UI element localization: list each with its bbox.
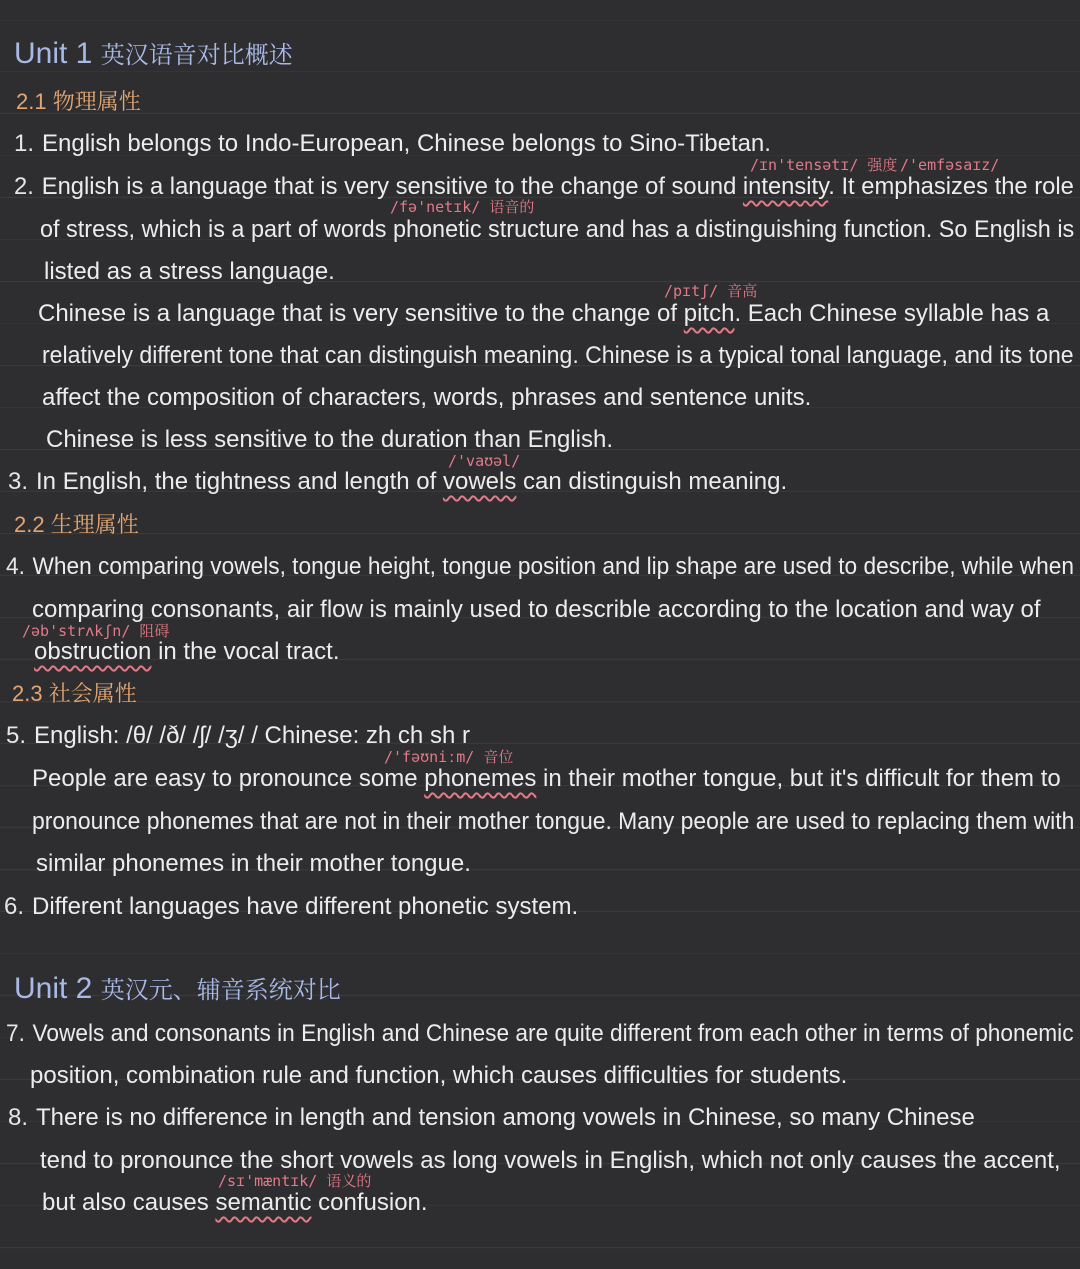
note-text: English: /θ/ /ð/ /ʃ/ /ʒ/ / Chinese: zh ch sh r bbox=[34, 722, 470, 749]
note-8b: tend to pronounce the short vowels as long vowels in English, which not only causes the accent, bbox=[40, 1147, 1061, 1174]
note-text: In English, the tightness and length of bbox=[36, 468, 443, 495]
section-2-1-heading: 2.1 物理属性 bbox=[16, 89, 141, 114]
item-number: 3. bbox=[8, 468, 29, 495]
note-text: in their mother tongue, but it's difficult for them to bbox=[536, 765, 1061, 792]
note-7b: position, combination rule and function, which causes difficulties for students. bbox=[30, 1062, 848, 1089]
note-text: When comparing vowels, tongue height, tongue position and lip shape are used to describe, while when bbox=[32, 553, 1075, 580]
note-4c bbox=[34, 638, 340, 666]
note-2b bbox=[40, 216, 1074, 244]
item-number: 1. bbox=[14, 130, 35, 157]
annotation-phonetic: /fə'netɪk/ 语音的 bbox=[390, 198, 535, 216]
note-6 bbox=[4, 893, 578, 921]
note-5a bbox=[6, 722, 470, 750]
vocab-obstruction: obstruction bbox=[34, 638, 152, 665]
note-4b: comparing consonants, air flow is mainly used to describle according to the location and way of bbox=[32, 596, 1041, 623]
annotation-emphasize: /'emfəsaɪz/ bbox=[900, 156, 1000, 174]
vocab-vowels: vowels bbox=[442, 468, 517, 495]
note-1 bbox=[14, 130, 771, 158]
vocab-intensity: intensity bbox=[742, 173, 829, 200]
vocab-semantic: semantic bbox=[215, 1189, 312, 1216]
section-2-2-heading: 2.2 生理属性 bbox=[14, 512, 139, 537]
note-text: can distinguish meaning. bbox=[516, 468, 788, 495]
note-text: of stress, which is a part of words bbox=[40, 216, 393, 243]
note-text: confusion. bbox=[311, 1189, 428, 1216]
note-text: There is no difference in length and tension among vowels in Chinese, so many Chinese bbox=[36, 1104, 975, 1131]
note-text: Chinese is a language that is very sensitive to the change of bbox=[38, 300, 684, 327]
item-number: 7. bbox=[6, 1020, 25, 1047]
item-number: 8. bbox=[8, 1104, 29, 1131]
note-text: People are easy to pronounce some bbox=[32, 765, 425, 792]
unit2-heading bbox=[14, 972, 341, 1005]
note-8a bbox=[8, 1104, 975, 1132]
unit2-title: Unit 2 bbox=[14, 972, 93, 1005]
item-number: 4. bbox=[6, 553, 25, 580]
note-text: . Each Chinese syllable has a bbox=[734, 300, 1050, 327]
note-2c: listed as a stress language. bbox=[44, 258, 335, 285]
note-5b bbox=[32, 765, 1061, 793]
section-2-3-heading: 2.3 社会属性 bbox=[12, 681, 137, 706]
item-number: 2. bbox=[14, 173, 34, 200]
annotation-vowel: /'vaʊəl/ bbox=[448, 452, 521, 470]
unit2-subtitle: 英汉元、辅音系统对比 bbox=[100, 977, 341, 1004]
item-number: 6. bbox=[4, 893, 25, 920]
annotation-obstruction: /əb'strʌkʃn/ 阻碍 bbox=[22, 622, 170, 640]
note-5c: pronounce phonemes that are not in their mother tongue. Many people are used to replacing them with bbox=[32, 808, 1075, 835]
unit1-subtitle: 英汉语音对比概述 bbox=[100, 42, 293, 69]
note-text: . It emphasizes the role bbox=[828, 173, 1074, 200]
annotation-phoneme: /'fəʊniːm/ 音位 bbox=[384, 748, 514, 766]
note-2f: affect the composition of characters, words, phrases and sentence units. bbox=[42, 384, 812, 411]
note-4a bbox=[6, 553, 1074, 581]
note-7a bbox=[6, 1020, 1074, 1048]
note-text: in the vocal tract. bbox=[151, 638, 340, 665]
note-text: English is a language that is very sensitive to the change of sound bbox=[41, 173, 743, 200]
note-text: English belongs to Indo-European, Chinese belongs to Sino-Tibetan. bbox=[42, 130, 771, 157]
vocab-pitch: pitch bbox=[683, 300, 735, 327]
note-text: Different languages have different phonetic system. bbox=[32, 893, 579, 920]
note-2g: Chinese is less sensitive to the duration than English. bbox=[46, 426, 613, 453]
note-text: but also causes bbox=[42, 1189, 216, 1216]
note-2e: relatively different tone that can distinguish meaning. Chinese is a typical tonal language, and its tone bbox=[42, 342, 1074, 369]
unit1-title: Unit 1 bbox=[14, 37, 93, 70]
annotation-pitch: /pɪtʃ/ 音高 bbox=[664, 282, 758, 300]
note-8c bbox=[42, 1189, 428, 1217]
annotation-intensity: /ɪn'tensətɪ/ 强度 bbox=[750, 156, 898, 174]
annotation-semantic: /sɪ'mæntɪk/ 语义的 bbox=[218, 1172, 372, 1190]
vocab-phonetic: phonetic bbox=[392, 216, 482, 243]
vocab-phonemes: phonemes bbox=[424, 765, 537, 792]
note-2d bbox=[38, 300, 1049, 328]
note-text: Vowels and consonants in English and Chinese are quite different from each other in terms of phonemic bbox=[32, 1020, 1074, 1047]
unit1-heading bbox=[14, 37, 293, 70]
note-text: structure and has a distinguishing function. So English is bbox=[481, 216, 1075, 243]
note-3 bbox=[8, 468, 787, 496]
item-number: 5. bbox=[6, 722, 27, 749]
note-2a bbox=[14, 173, 1074, 201]
note-5d: similar phonemes in their mother tongue. bbox=[36, 850, 471, 877]
